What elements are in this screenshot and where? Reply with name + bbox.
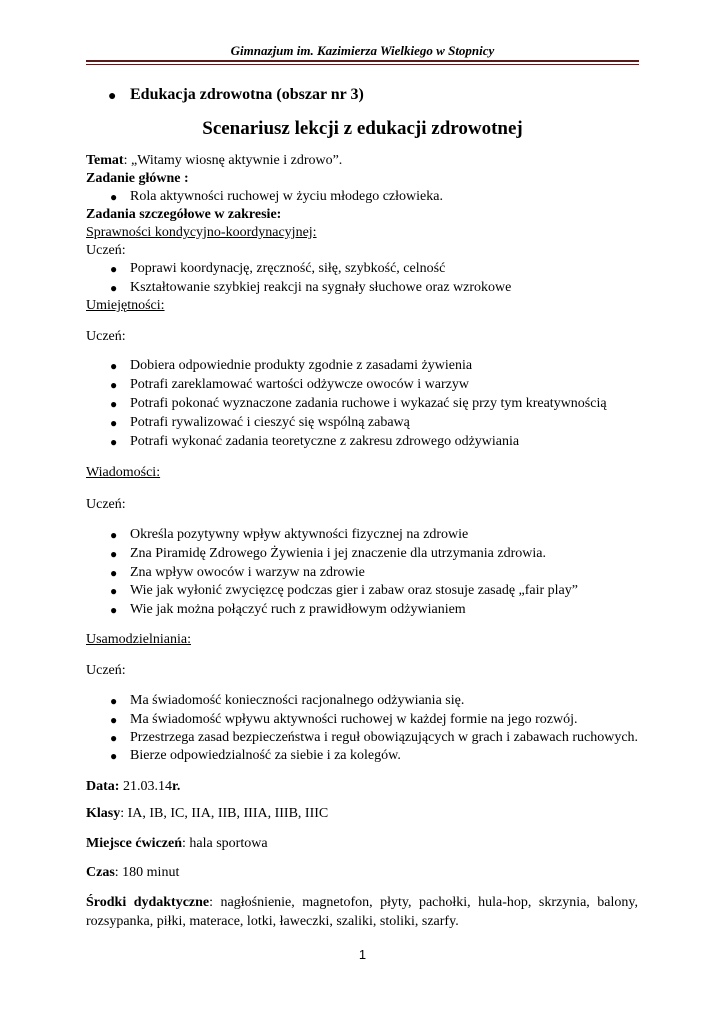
miejsce-value: : hala sportowa — [182, 836, 268, 851]
list-item: Ma świadomość konieczności racjonalnego odżywiania się. — [130, 693, 465, 708]
bullet-icon: ● — [110, 584, 118, 598]
bullet-icon: ● — [110, 416, 118, 430]
czas-line — [86, 865, 179, 881]
list-item: Wie jak można połączyć ruch z prawidłowym odżywianiem — [130, 602, 466, 617]
list-item: Ma świadomość wpływu aktywności ruchowej w każdej formie na jego rozwój. — [130, 712, 578, 727]
list-item: Poprawi koordynację, zręczność, siłę, szybkość, celność — [130, 261, 446, 276]
miejsce-line — [86, 836, 268, 852]
bullet-icon: ● — [110, 378, 118, 392]
list-item: Potrafi zareklamować wartości odżywcze owoców i warzyw — [130, 377, 469, 392]
temat-label: Temat — [86, 153, 124, 168]
list-item: Zna Piramidę Zdrowego Żywienia i jej znaczenie dla utrzymania zdrowia. — [130, 546, 546, 561]
list-item: Rola aktywności ruchowej w życiu młodego człowieka. — [130, 189, 443, 204]
sprawnosci-label: Sprawności kondycyjno-koordynacyjnej: — [86, 225, 317, 240]
bullet-icon: ● — [110, 397, 118, 411]
umiejetnosci-label: Umiejętności: — [86, 298, 165, 313]
bullet-icon: ● — [110, 435, 118, 449]
list-item: Określa pozytywny wpływ aktywności fizycznej na zdrowie — [130, 527, 469, 542]
uczen-label: Uczeń: — [86, 329, 126, 344]
list-item: Przestrzega zasad bezpieczeństwa i reguł obowiązujących w grach i zabawach ruchowych. — [130, 730, 639, 745]
srodki-label: Środki dydaktyczne — [86, 895, 210, 910]
zadanie-glowne-label: Zadanie główne : — [86, 171, 189, 186]
page-header: Gimnazjum im. Kazimierza Wielkiego w Stopnicy — [230, 43, 495, 58]
list-item: Kształtowanie szybkiej reakcji na sygnały słuchowe oraz wzrokowe — [130, 280, 512, 295]
bullet-icon: ● — [110, 603, 118, 617]
uczen-label: Uczeń: — [86, 497, 126, 512]
page-number: 1 — [358, 947, 367, 962]
list-item: Bierze odpowiedzialność za siebie i za kolegów. — [130, 748, 401, 763]
bullet-icon: ● — [110, 694, 118, 708]
srodki-value: : nagłośnienie, magnetofon, płyty, pachołki, hula-hop, skrzynia, balony, rozsypanka, piłki, materace, lotki, ławeczki, szaliki, stoliki, szarfy. — [86, 895, 638, 929]
list-item: Potrafi rywalizować i cieszyć się wspólną zabawą — [130, 415, 410, 430]
bullet-icon: ● — [108, 89, 117, 104]
bullet-icon: ● — [110, 281, 118, 295]
document-title: Scenariusz lekcji z edukacji zdrowotnej — [202, 118, 523, 139]
list-item: Zna wpływ owoców i warzyw na zdrowie — [130, 565, 365, 580]
uczen-label: Uczeń: — [86, 243, 126, 258]
header-rule-thick — [86, 60, 639, 62]
bullet-icon: ● — [110, 262, 118, 276]
zadania-szczegolowe-label: Zadania szczegółowe w zakresie: — [86, 207, 282, 222]
bullet-icon: ● — [110, 528, 118, 542]
data-label: Data: — [86, 779, 120, 794]
temat-line — [86, 153, 342, 169]
klasy-value: : IA, IB, IC, IIA, IIB, IIIA, IIIB, IIIC — [120, 806, 329, 821]
bullet-icon: ● — [110, 713, 118, 727]
bullet-icon: ● — [110, 359, 118, 373]
wiadomosci-label: Wiadomości: — [86, 465, 161, 480]
header-rule-thin — [86, 64, 639, 65]
bullet-icon: ● — [110, 749, 118, 763]
bullet-icon: ● — [110, 190, 118, 204]
list-item: Potrafi pokonać wyznaczone zadania ruchowe i wykazać się przy tym kreatywnością — [130, 396, 607, 411]
klasy-line — [86, 806, 328, 822]
data-suffix: r. — [171, 779, 181, 794]
miejsce-label: Miejsce ćwiczeń — [86, 836, 182, 851]
data-line — [86, 779, 180, 795]
bullet-icon: ● — [110, 547, 118, 561]
klasy-label: Klasy — [86, 806, 121, 821]
czas-value: : 180 minut — [114, 865, 180, 880]
czas-label: Czas — [86, 865, 115, 880]
usamodzielniania-label: Usamodzielniania: — [86, 632, 191, 647]
list-item: Dobiera odpowiednie produkty zgodnie z zasadami żywienia — [130, 358, 473, 373]
temat-value: : „Witamy wiosnę aktywnie i zdrowo”. — [123, 153, 343, 168]
list-item: Potrafi wykonać zadania teoretyczne z zakresu zdrowego odżywiania — [130, 434, 520, 449]
srodki-paragraph — [86, 893, 638, 931]
uczen-label: Uczeń: — [86, 663, 126, 678]
list-item: Wie jak wyłonić zwycięzcę podczas gier i zabaw oraz stosuje zasadę „fair play” — [130, 583, 578, 598]
bullet-icon: ● — [110, 566, 118, 580]
data-value: 21.03.14 — [119, 779, 172, 794]
bullet-icon: ● — [110, 731, 118, 745]
area-heading: Edukacja zdrowotna (obszar nr 3) — [130, 86, 364, 103]
